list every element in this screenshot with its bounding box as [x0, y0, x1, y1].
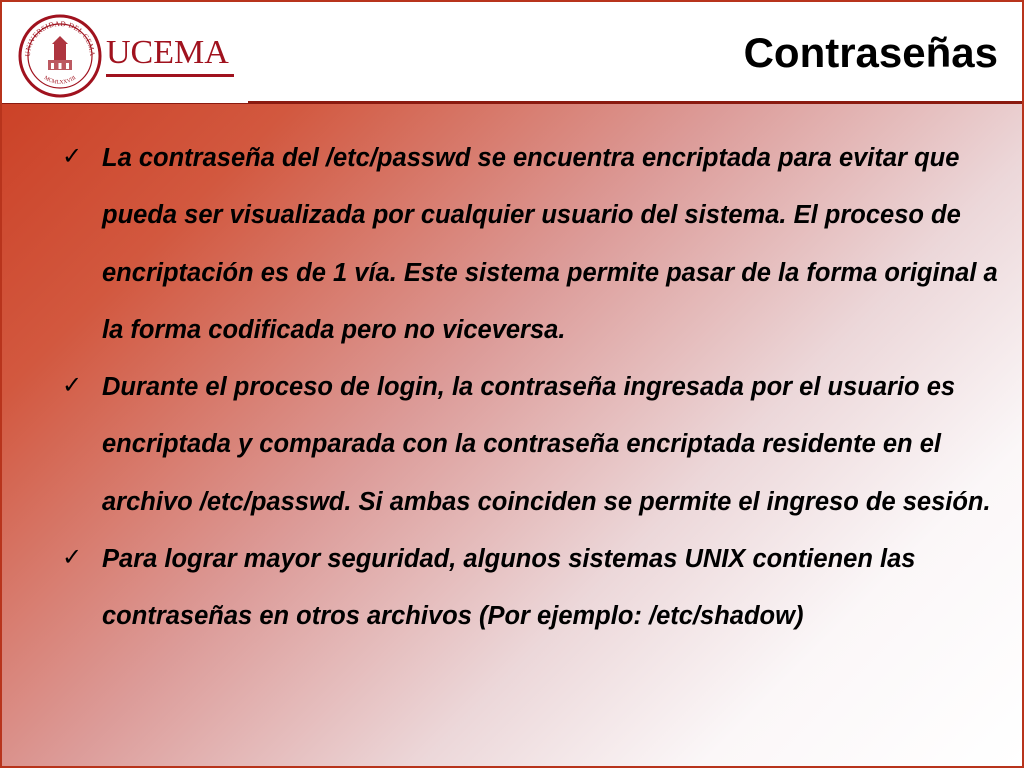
university-seal-icon: [18, 14, 102, 98]
checkmark-icon: ✓: [62, 372, 83, 400]
checkmark-icon: ✓: [62, 544, 83, 572]
bullet-text: Para lograr mayor seguridad, algunos sistemas UNIX contienen las contraseñas en otros archivos (Por ejemplo: /etc/shadow): [102, 545, 916, 631]
bullet-text: Durante el proceso de login, la contraseña ingresada por el usuario es encriptada y comparada con la contraseña encriptada residente en el archivo /etc/passwd. Si ambas coinciden se permite el ingreso de sesión.: [102, 373, 991, 516]
logo-underline: [106, 74, 234, 77]
bullet-item: [62, 359, 1002, 531]
ucema-wordmark: UCEMA: [106, 34, 229, 71]
slide-title: Contraseñas: [743, 29, 998, 76]
slide-content: [62, 130, 1002, 646]
slide-header: [2, 2, 1022, 104]
svg-text:UNIVERSIDAD DEL CEMA: UNIVERSIDAD DEL CEMA: [23, 19, 97, 57]
header-divider: [2, 101, 248, 103]
bullet-item: [62, 531, 1002, 646]
bullet-item: [62, 130, 1002, 359]
ucema-logo: [12, 10, 250, 98]
bullet-text: La contraseña del /etc/passwd se encuentra encriptada para evitar que pueda ser visualizada por cualquier usuario del sistema. El proceso de encriptación es de 1 vía. Este sistema permite pasar de la forma original a la forma codificada pero no viceversa.: [102, 144, 998, 344]
checkmark-icon: ✓: [62, 143, 83, 170]
svg-text:MCMLXXVIII: MCMLXXVIII: [42, 75, 78, 86]
